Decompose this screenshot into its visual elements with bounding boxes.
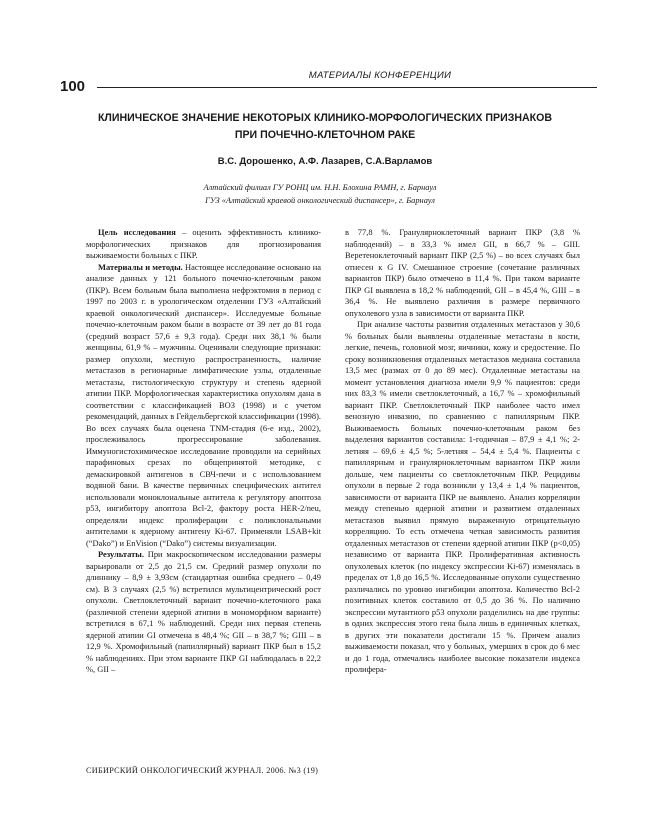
goal-text: – оценить эффективность клинико-морфологических признаков для прогнозирования выживаемости больных с ПКР. <box>86 227 321 260</box>
results-text: При макроскопическом исследовании размеры варьировали от 2,5 до 21,5 см. Средний размер опухоли по длиннику – 8,9 ± 3,93см (стандартная ошибка среднего – 0,49 см). В 3 случаях (2,5 %) встретился мультицентрический рост опухоли. Светлоклеточный вариант почечно-клеточного рака (различной степени ядерной атипии в мономорфном варианте) встретился в 67,1 % наблюдений. Среди них первая степень ядерной атипии GI отмечена в 48,4 %; GII – в 38,7 %; GIII – в 12,9 %. Хромофильный (папиллярный) вариант ПКР был в 15,2 % наблюдениях. При этом варианте ПКР GI наблюдалась в 22,2 %, GII – <box>86 549 321 674</box>
article-title-line-2: ПРИ ПОЧЕЧНО-КЛЕТОЧНОМ РАКЕ <box>234 129 416 141</box>
article-title-line-1: КЛИНИЧЕСКОЕ ЗНАЧЕНИЕ НЕКОТОРЫХ КЛИНИКО-МОРФОЛОГИЧЕСКИХ ПРИЗНАКОВ <box>97 112 553 124</box>
methods-paragraph <box>86 262 321 550</box>
page-number: 100 <box>60 78 89 95</box>
article-title <box>90 110 560 144</box>
journal-section-header: МАТЕРИАЛЫ КОНФЕРЕНЦИИ <box>308 70 452 81</box>
results-label: Результаты. <box>98 549 144 559</box>
header-rule <box>97 87 597 88</box>
affiliation-1: Алтайский филиал ГУ РОНЦ им. Н.Н. Блохина РАМН, г. Барнаул <box>203 183 437 192</box>
article-affiliations <box>120 182 520 207</box>
right-paragraph-1: в 77,8 %. Гранулярноклеточный вариант ПКР (3,8 % наблюдений) – в 33,3 % имел GII, в 66,7 % – GIII. Веретеноклеточный вариант ПКР (2,5 %) – во всех случаях был отнесен к G IV. Смешанное строение (сочетание различных вариантов ПКР) было отмечено в 11,4 %. При таком варианте ПКР GI выявлена в 18,2 % наблюдений, GII – в 45,4 %, GIII – в 36,4 %. Не выявлено различия в размере первичного опухолевого узла в зависимости от варианта ПКР. <box>345 227 580 318</box>
right-paragraph-2: При анализе частоты развития отдаленных метастазов у 30,6 % больных были выявлены отдаленные метастазы в кости, легкие, печень, головной мозг, яичники, кожу и средостение. По сроку возникновения отдаленных метастазов медиана составила 13,5 мес (размах от 0 до 89 мес). Отдаленные метастазы на момент установления диагноза имели 9,9 % пациентов: среди них 83,3 % имели светлоклеточный, а 16,7 % – хромофильный вариант ПКР. Светлоклеточный ПКР наиболее часто имел венозную инвазию, по сравнению с папиллярным ПКР. Выживаемость больных почечно-клеточным раком без выделения вариантов составила: 1-годичная – 87,9 ± 4,1 %; 2-летняя – 69,6 ± 4,5 %; 5-летняя – 54,4 ± 5,4 %. Пациенты с папиллярным и гранулярноклеточным вариантом ПКР жили дольше, чем пациенты со светлоклеточным ПКР. Рецидивы опухоли в первые 2 года возникли у 13,4 ± 1,4 % пациентов, зависимости от варианта ПКР не выявлено. Анализ корреляции между степенью ядерной атипии и развитием отдаленных метастазов выявил прямую выраженную отрицательную корреляцию. То есть отмечена четкая зависимость развития отдаленных метастазов от степени ядерной атипии ПКР (p<0,05) независимо от варианта ПКР. Пролиферативная активность опухолевых клеток (по индексу экспрессии Ki-67) изменялась в пределах от 1,8 до 16,5 %. Исследованные опухоли существенно различались по уровню ингибиции апоптоза. Количество Bcl-2 позитивных клеток составило от 0,5 до 36 %. По наличию экспрессии мутантного p53 опухоли разделились на две группы: в одних экспрессия этого гена была лишь в единичных клетках, в других эти показатели достигали 15 %. Причем анализ выживаемости показал, что у больных, умерших в срок до 6 мес и до 1 года, отмечались наиболее высокие показатели индекса пролифера- <box>345 319 580 674</box>
methods-text: Настоящее исследование основано на анализе данных у 121 больного почечно-клеточным раком (ПКР). Всем больным была выполнена нефрэктомия в период с 1997 по 2003 г. в урологическом отделении ГУЗ «Алтайский краевой онкологический диспансер». Исследуемые больные почечно-клеточным раком были в возрасте от 39 лет до 81 года (средний возраст 57,6 ± 9,3 года). Среди них 38,1 % были женщины, 61,9 % – мужчины. Оценивали следующие признаки: размер опухоли, местную распространенность, наличие метастазов в регионарные лимфатические узлы, отдаленные метастазы, гистологическую структуру и степень ядерной атипии ПКР. Морфологическая характеристика опухолям дана в соответствии с классификацией ВОЗ (1998) и с учетом рекомендаций, данных в Гейдельбергской классификации (1998). Во всех случаях была оценена TNM-стадия (6-е изд., 2002), прослеживалось прогрессирование заболевания. Иммуногистохимическое исследование проводили на серийных парафиновых срезах по общепринятой методике, с демаскировкой антигенов в СВЧ-печи и с использованием водяной бани. В качестве первичных специфических антител использовали моноклональные антитела к регулятору апоптоза p53, ингибитору апоптоза Bcl-2, фактору роста HER-2/neu, определяли индекс пролиферации с поликлональными антителами к ядерному антигену Ki-67. Применяли LSAB+kit (“Dako”) и EnVision (“Dako”) системы визуализации. <box>86 261 321 548</box>
affiliation-2: ГУЗ «Алтайский краевой онкологический диспансер», г. Барнаул <box>205 195 435 205</box>
results-paragraph <box>86 549 321 676</box>
article-authors: В.С. Дорошенко, А.Ф. Лазарев, С.А.Варламов <box>217 156 433 167</box>
goal-paragraph <box>86 227 321 262</box>
goal-label: Цель исследования <box>98 227 176 237</box>
journal-footer: СИБИРСКИЙ ОНКОЛОГИЧЕСКИЙ ЖУРНАЛ. 2006. №3 (19) <box>86 766 319 775</box>
text-column-right <box>345 227 580 727</box>
methods-label: Материалы и методы. <box>98 261 183 272</box>
text-column-left <box>86 227 321 727</box>
